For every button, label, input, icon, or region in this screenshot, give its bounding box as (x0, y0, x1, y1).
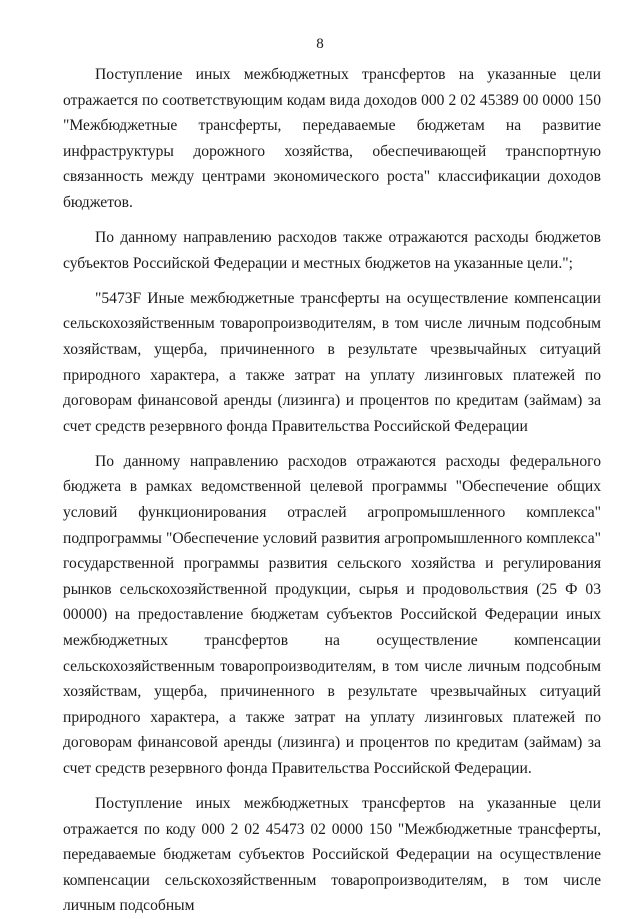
paragraph-code-5473F-definition: "5473F Иные межбюджетные трансферты на осуществление компенсации сельскохозяйственным товаропроизводителям, в том числе личным подсобным хозяйствам, ущерба, причиненного в результате чрезвычайных ситуаций природного характера, а также затрат на уплату лизинговых платежей по договорам финансовой аренды (лизинга) и процентов по кредитам (займам) за счет средств резервного фонда Правительства Российской Федерации (63, 289, 601, 435)
page-number: 8 (316, 36, 324, 52)
document-body (63, 62, 601, 919)
paragraph-revenue-receipt-compensation: Поступление иных межбюджетных трансфертов на указанные цели отражается по коду 000 2 02 45473 02 0000 150 "Межбюджетные трансферты, передаваемые бюджетам субъектов Российской Федерации на осуществление компенсации сельскохозяйственным товаропроизводителям, в том числе личным подсобным (63, 795, 601, 915)
paragraph-federal-budget-expenses: По данному направлению расходов отражаются расходы федерального бюджета в рамках ведомственной целевой программы "Обеспечение общих условий функционирования отраслей агропромышленного комплекса" подпрограммы "Обеспечение условий развития агропромышленного комплекса" государственной программы развития сельского хозяйства и регулирования рынков сельскохозяйственной продукции, сырья и продовольствия (25 Ф 03 00000) на предоставление бюджетам субъектов Российской Федерации иных межбюджетных трансфертов на осуществление компенсации сельскохозяйственным товаропроизводителям, в том числе личным подсобным хозяйствам, ущерба, причиненного в результате чрезвычайных ситуаций природного характера, а также затрат на уплату лизинговых платежей по договорам финансовой аренды (лизинга) и процентов по кредитам (займам) за счет средств резервного фонда Правительства Российской Федерации. (63, 452, 601, 777)
paragraph-revenue-receipt-road-infrastructure: Поступление иных межбюджетных трансфертов на указанные цели отражается по соответствующим кодам вида доходов 000 2 02 45389 00 0000 150 "Межбюджетные трансферты, передаваемые бюджетам на развитие инфраструктуры дорожного хозяйства, обеспечивающей транспортную связанность между центрами экономического роста" классификации доходов бюджетов. (63, 66, 601, 211)
paragraph-also-reflected-expenses: По данному направлению расходов также отражаются расходы бюджетов субъектов Российской Федерации и местных бюджетов на указанные цели."; (63, 229, 601, 272)
